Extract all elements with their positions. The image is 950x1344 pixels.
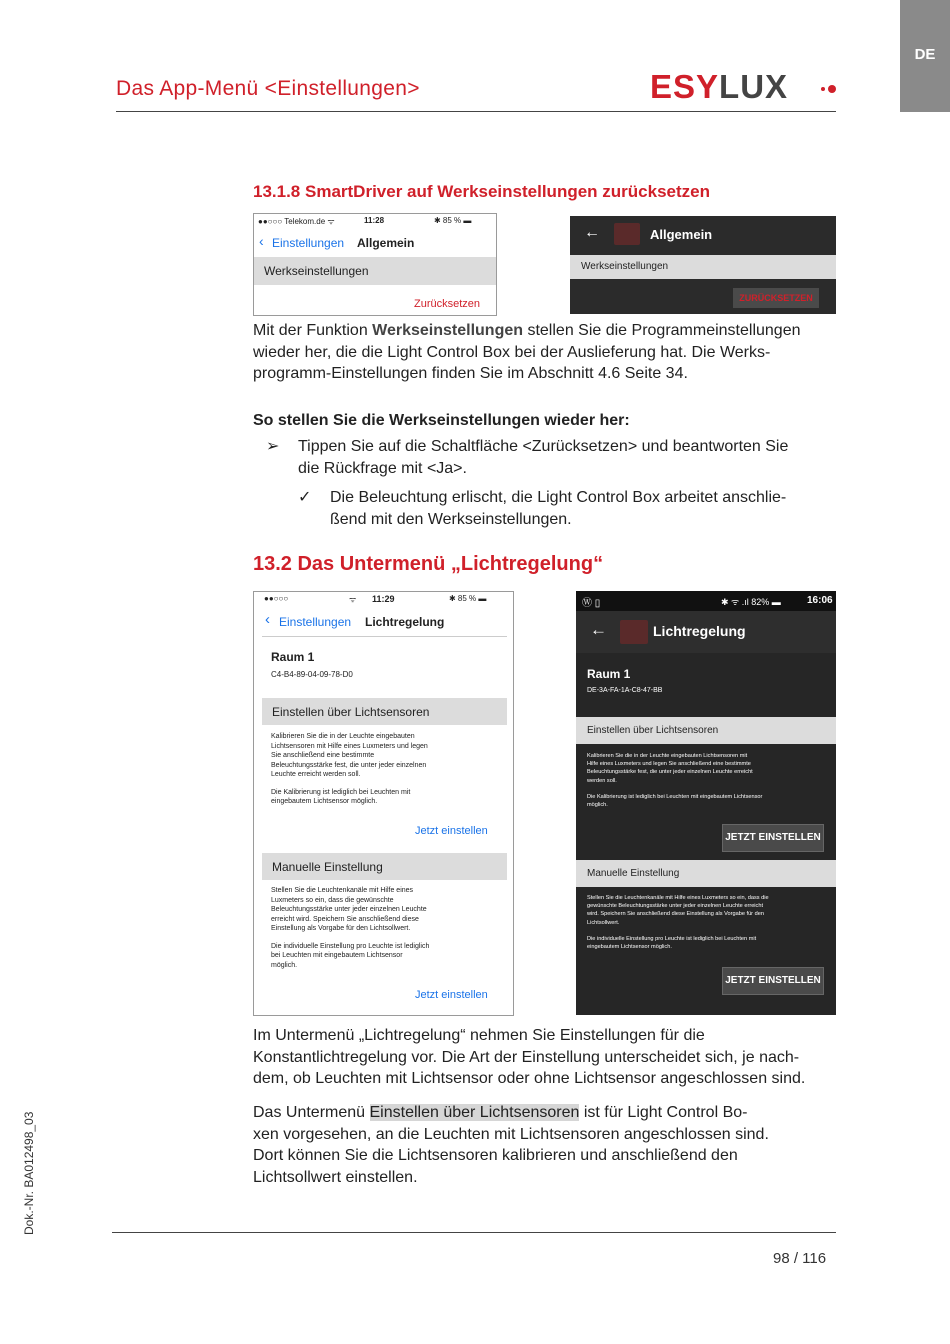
nav-divider	[262, 636, 507, 637]
ios-battery: ✱ 85 % ▬	[434, 216, 472, 225]
lichtregelung-paragraph-2: Das Untermenü Einstellen über Lichtsensoren ist für Light Control Bo- xen vorgesehen, an die Leuchten mit Lichtsensoren angeschlossen sind. Dort können Sie die Lichtsensoren kalibrieren und anschließend den Lichtsollwert einstellen.	[253, 1104, 769, 1186]
screen-title: Lichtregelung	[365, 615, 445, 629]
manual-set-now-button[interactable]: JETZT EINSTELLEN	[722, 967, 824, 995]
header-divider	[116, 111, 836, 112]
sensor-set-now-link[interactable]: Jetzt einstellen	[415, 825, 488, 837]
row-label: Werkseinstellungen	[264, 264, 369, 278]
screen-title: Allgemein	[357, 236, 415, 250]
android-time: 16:06	[807, 595, 833, 606]
sensor-header-label: Einstellen über Lichtsensoren	[587, 725, 719, 736]
room-id: C4-B4-89-04-09-78-D0	[271, 670, 353, 679]
wifi-icon: ᯤ	[349, 595, 357, 604]
ios-time: 11:29	[372, 594, 395, 604]
back-button[interactable]: Einstellungen	[272, 236, 345, 250]
howto-heading: So stellen Sie die Werkseinstellungen wieder her:	[253, 412, 630, 429]
app-logo-icon	[620, 620, 648, 644]
room-name: Raum 1	[587, 667, 631, 681]
step-text: Tippen Sie auf die Schaltfläche <Zurücksetzen> und beantworten Sie die Rückfrage mit <Ja>.	[298, 438, 789, 477]
android-toolbar	[576, 611, 836, 653]
manual-header-label: Manuelle Einstellung	[587, 868, 680, 879]
settings-row[interactable]	[570, 255, 836, 279]
status-icons-left: Ⓦ ▯	[582, 598, 601, 609]
chevron-left-icon[interactable]: ‹	[259, 233, 264, 249]
manual-description: Stellen Sie die Leuchtenkanäle mit Hilfe eines Luxmeters so ein, dass die gewünschte Beleuchtungsstärke unter jeder einzelnen Leuchte erreicht wird. Speichern Sie anschließend diese Einstellung als Vorgabe für den Lichtsollwert. Die individuelle Einstellung pro Leuchte ist lediglich bei Leuchten mit eingebautem Lichtsensor möglich.	[587, 895, 769, 951]
logo-dots-icon	[818, 82, 840, 96]
result-text: Die Beleuchtung erlischt, die Light Control Box arbeitet anschlie- ßend mit den Werkseinstellungen.	[330, 489, 787, 528]
ios-carrier: ●●○○○	[264, 594, 289, 603]
manual-header-label: Manuelle Einstellung	[272, 860, 383, 874]
android-screenshot-allgemein	[570, 216, 836, 314]
manual-set-now-link[interactable]: Jetzt einstellen	[415, 989, 488, 1001]
sensor-section-header	[262, 698, 507, 725]
section-heading-13-1-8: 13.1.8 SmartDriver auf Werkseinstellungen zurücksetzen	[253, 182, 710, 201]
intro-paragraph: Mit der Funktion Werkseinstellungen stellen Sie die Programmeinstellungen wieder her, die die Light Control Box bei der Auslieferung hat. Die Werks- programm-Einstellungen finden Sie im Abschnitt 4.6 Seite 34.	[253, 322, 801, 382]
sensor-header-label: Einstellen über Lichtsensoren	[272, 705, 430, 719]
sensor-set-now-button[interactable]: JETZT EINSTELLEN	[722, 824, 824, 852]
row-label: Werkseinstellungen	[581, 261, 669, 272]
ios-carrier: ●●○○○ Telekom.de ᯤ	[258, 217, 335, 226]
page-number: 98 / 116	[773, 1250, 827, 1267]
sensor-section-header	[576, 717, 836, 744]
sensor-description: Kalibrieren Sie die in der Leuchte eingebauten Lichtsensoren mit Hilfe eines Luxmeters und legen Sie anschließend eine bestimmte Beleuchtungsstärke fest, die unter jeder einzelnen Leuchte erreicht werden soll. Die Kalibrierung ist lediglich bei Leuchten mit eingebautem Lichtsensor möglich.	[271, 733, 428, 805]
section-heading-13-2: 13.2 Das Untermenü „Lichtregelung“	[253, 553, 604, 575]
room-name: Raum 1	[271, 650, 315, 664]
chevron-left-icon[interactable]: ‹	[265, 611, 270, 628]
footer-divider	[112, 1232, 836, 1233]
status-icons-right: ✱ ᯤ .ıl 82% ▬	[721, 597, 781, 607]
term-werkseinstellungen: Werkseinstellungen	[372, 322, 524, 339]
language-tab[interactable]: DE	[900, 0, 950, 112]
document-number: Dok.-Nr. BA012498_03	[22, 1111, 36, 1235]
ios-screenshot-allgemein	[253, 213, 497, 316]
esylux-logo: ESYLUX	[650, 68, 789, 105]
ios-time: 11:28	[364, 216, 385, 225]
android-screenshot-lichtregelung	[576, 591, 836, 1015]
reset-button[interactable]: ZURÜCKSETZEN	[733, 288, 819, 308]
android-status-bar	[576, 591, 836, 611]
arrow-left-icon[interactable]: ←	[590, 620, 607, 639]
sensor-description: Kalibrieren Sie die in der Leuchte eingebauten Lichtsensoren mit Hilfe eines Luxmeters und legen Sie anschließend eine bestimmte Beleuchtungsstärke fest, die unter jeder einzelnen Leuchte erreicht werden soll. Die Kalibrierung ist lediglich bei Leuchten mit eingebautem Lichtsensor möglich.	[587, 753, 763, 809]
page-title: Das App-Menü <Einstellungen>	[116, 77, 420, 100]
lichtregelung-paragraph-1: Im Untermenü „Lichtregelung“ nehmen Sie Einstellungen für die Konstantlichtregelung vor. Die Art der Einstellung unterscheidet sich, je nach- dem, ob Leuchten mit Lichtsensor oder ohne Lichtsensor angeschlossen sind.	[253, 1027, 806, 1087]
settings-row[interactable]	[254, 257, 496, 285]
ios-screenshot-lichtregelung	[253, 591, 514, 1016]
ios-battery: ✱ 85 % ▬	[449, 594, 487, 603]
room-id: DE-3A-FA-1A-C8-47-BB	[587, 687, 663, 694]
app-logo-icon	[614, 223, 640, 245]
arrow-left-icon[interactable]: ←	[584, 224, 600, 241]
step-bullet-icon: ➢	[266, 438, 280, 455]
checkmark-icon: ✓	[298, 489, 312, 506]
highlighted-term: Einstellen über Lichtsensoren	[369, 1104, 580, 1121]
screen-title: Allgemein	[650, 227, 713, 242]
manual-section-header	[262, 853, 507, 880]
reset-link[interactable]: Zurücksetzen	[414, 298, 481, 310]
screen-title: Lichtregelung	[653, 623, 746, 639]
back-button[interactable]: Einstellungen	[279, 615, 352, 629]
manual-section-header	[576, 860, 836, 887]
manual-description: Stellen Sie die Leuchtenkanäle mit Hilfe eines Luxmeters so ein, dass die gewünschte Beleuchtungsstärke unter jeder einzelnen Leuchte erreicht wird. Speichern Sie anschließend diese Einstellung als Vorgabe für den Lichtsollwert. Die individuelle Einstellung pro Leuchte ist lediglich bei Leuchten mit eingebautem Lichtsensor möglich.	[271, 887, 430, 969]
